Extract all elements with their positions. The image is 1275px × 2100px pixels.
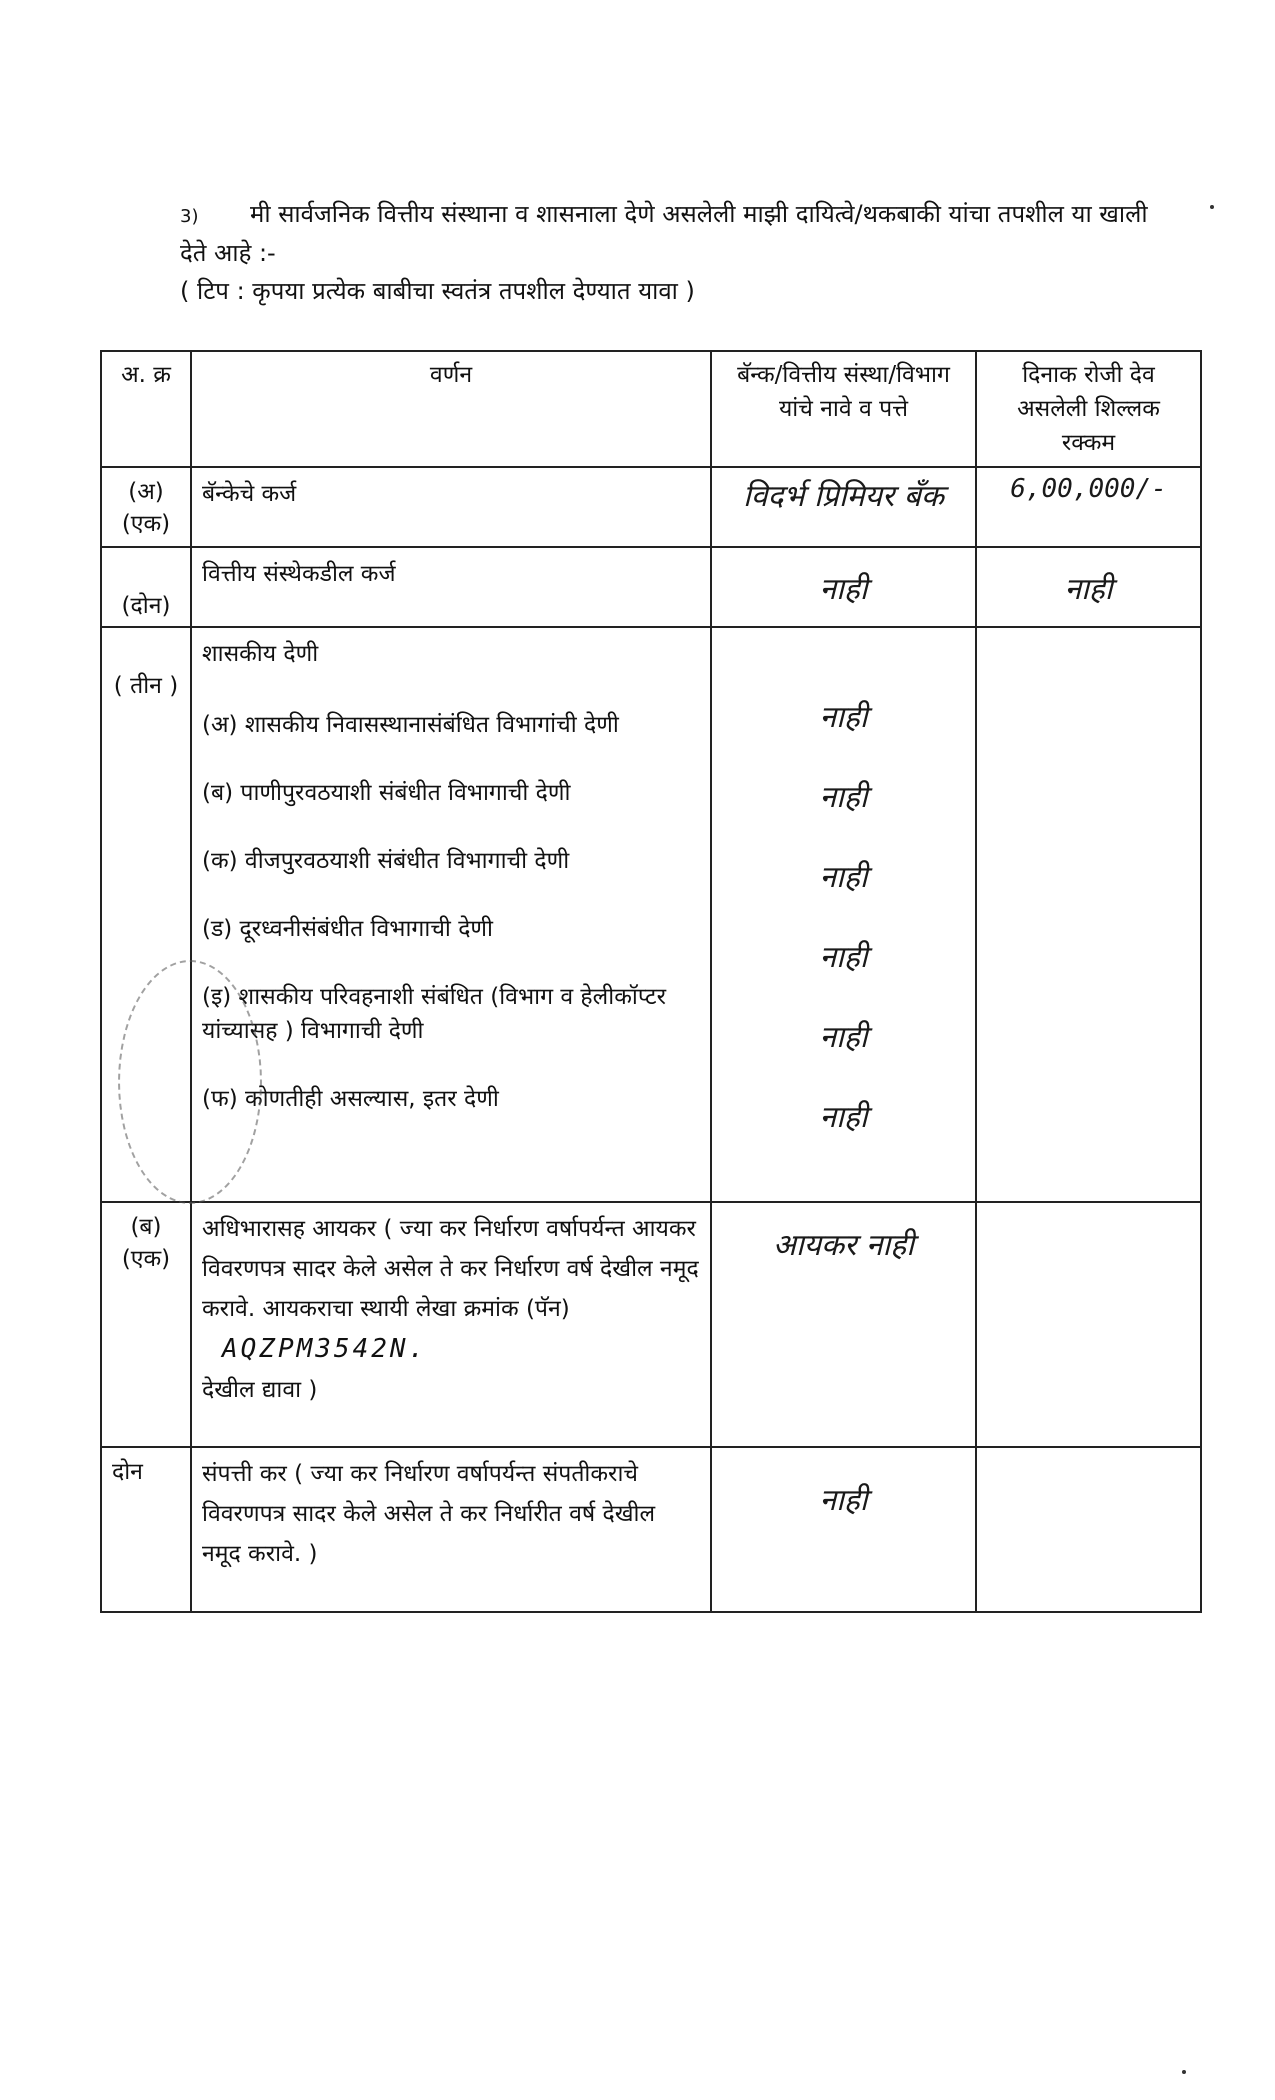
row-serial: दोन (101, 1447, 191, 1612)
handwritten-bank-name: विदर्भ प्रिमियर बँक (711, 467, 976, 547)
empty-cell (976, 627, 1201, 1202)
liabilities-table (100, 350, 1202, 1613)
table-row (101, 627, 1201, 1202)
handwritten-value: नाही (819, 1100, 868, 1135)
stamp-seal (118, 960, 262, 1204)
handwritten-pan-number: AQZPM3542N. (222, 1334, 428, 1364)
govt-dues-title: शासकीय देणी (202, 641, 319, 667)
intro-paragraph (180, 196, 1170, 271)
intro-note: ( टिप : कृपया प्रत्येक बाबीचा स्वतंत्र तपशील देण्यात यावा ) (180, 277, 695, 305)
table-header-row (101, 351, 1201, 467)
govt-dues-item: (ब) पाणीपुरवठयाशी संबंधीत विभागाची देणी (202, 780, 571, 806)
handwritten-value: नाही (711, 1447, 976, 1612)
table-row (101, 1447, 1201, 1612)
row-description (191, 627, 711, 1202)
handwritten-value: नाही (819, 700, 868, 735)
header-balance: दिनाक रोजी देव असलेली शिल्लक रक्कम (976, 351, 1201, 467)
handwritten-value: नाही (819, 860, 868, 895)
handwritten-value: नाही (976, 547, 1201, 627)
intro-section (180, 196, 1170, 309)
row-description (191, 1202, 711, 1447)
govt-dues-item: (अ) शासकीय निवासस्थानासंबंधित विभागांची देणी (202, 712, 619, 738)
row-description: संपत्ती कर ( ज्या कर निर्धारण वर्षापर्यन्त संपतीकराचे विवरणपत्र सादर केले असेल ते कर निर्धारीत वर्ष देखील नमूद करावे. ) (191, 1447, 711, 1612)
row-serial: ( तीन ) (101, 627, 191, 1202)
empty-cell (976, 1447, 1201, 1612)
row-description: बॅन्केचे कर्ज (191, 467, 711, 547)
header-bank: बॅन्क/वित्तीय संस्था/विभाग यांचे नावे व पत्ते (711, 351, 976, 467)
header-serial: अ. क्र (101, 351, 191, 467)
govt-dues-item: (इ) शासकीय परिवहनाशी संबंधित (विभाग व हेलीकॉप्टर यांच्यासह ) विभागाची देणी (202, 984, 667, 1044)
handwritten-value: नाही (711, 547, 976, 627)
govt-dues-item: (फ) कोणतीही असल्यास, इतर देणी (202, 1086, 499, 1112)
header-description: वर्णन (191, 351, 711, 467)
income-tax-text: अधिभारासह आयकर ( ज्या कर निर्धारण वर्षापर्यन्त आयकर विवरणपत्र सादर केले असेल ते कर निर्धारण वर्ष देखील नमूद करावे. आयकराचा स्थायी लेखा क्रमांक (पॅन) (202, 1216, 699, 1322)
income-tax-text-end: देखील द्यावा ) (202, 1377, 318, 1403)
scan-mark (1210, 205, 1214, 209)
table-row (101, 547, 1201, 627)
empty-cell (976, 1202, 1201, 1447)
handwritten-value: नाही (819, 780, 868, 815)
row-description: वित्तीय संस्थेकडील कर्ज (191, 547, 711, 627)
scan-mark (1182, 2070, 1186, 2074)
govt-dues-item: (ड) दूरध्वनीसंबंधीत विभागाची देणी (202, 916, 493, 942)
govt-dues-item: (क) वीजपुरवठयाशी संबंधीत विभागाची देणी (202, 848, 570, 874)
handwritten-value: नाही (819, 940, 868, 975)
table-row (101, 1202, 1201, 1447)
row-serial: (अ) (एक) (101, 467, 191, 547)
handwritten-value: आयकर नाही (711, 1202, 976, 1447)
row-serial: (ब) (एक) (101, 1202, 191, 1447)
intro-text: मी सार्वजनिक वित्तीय संस्थाना व शासनाला देणे असलेली माझी दायित्वे/थकबाकी यांचा तपशील या खाली देते आहे :- (180, 200, 1148, 267)
section-number: 3) (180, 206, 199, 227)
govt-dues-values (711, 627, 976, 1202)
handwritten-amount: 6,00,000/- (976, 467, 1201, 547)
table-row (101, 467, 1201, 547)
handwritten-value: नाही (819, 1020, 868, 1055)
row-serial: (दोन) (101, 547, 191, 627)
